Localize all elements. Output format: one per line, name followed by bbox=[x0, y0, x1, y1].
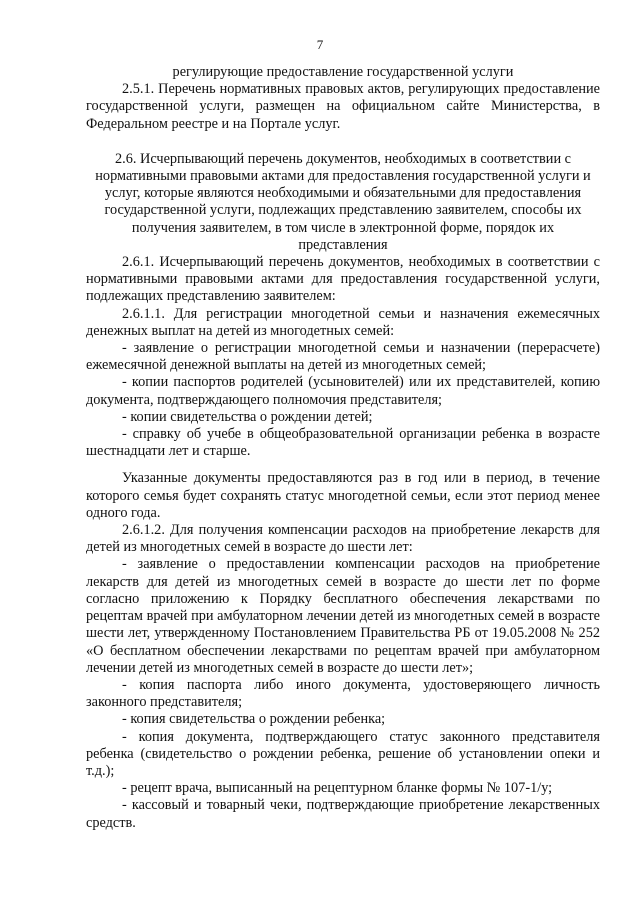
document-body bbox=[86, 64, 600, 832]
paragraph-note: Указанные документы предоставляются раз в год или в период, в течение которого семья будет сохранять статус многодетной семьи, если этот период менее одного года. bbox=[86, 470, 600, 521]
list-item: - копия паспорта либо иного документа, удостоверяющего личность законного представителя; bbox=[86, 676, 600, 711]
paragraph-2-6-1-1: 2.6.1.1. Для регистрации многодетной семьи и назначения ежемесячных денежных выплат на детей из многодетных семей: bbox=[86, 305, 600, 339]
list-item: - копия документа, подтверждающего статус законного представителя ребенка (свидетельство о рождении ребенка, решение об установлении опеки и т.д.); bbox=[86, 728, 600, 779]
list-item: - копия свидетельства о рождении ребенка; bbox=[122, 711, 386, 728]
list-item: - рецепт врача, выписанный на рецептурном бланке формы № 107-1/у; bbox=[122, 780, 553, 797]
section-heading-continuation: регулирующие предоставление государственной услуги bbox=[172, 64, 514, 80]
list-item: - справку об учебе в общеобразовательной организации ребенка в возрасте шестнадцати лет и старше. bbox=[86, 426, 600, 460]
paragraph-2-6-1-2: 2.6.1.2. Для получения компенсации расходов на приобретение лекарств для детей из многодетных семей в возрасте до шести лет: bbox=[86, 522, 600, 556]
list-item: - кассовый и товарный чеки, подтверждающие приобретение лекарственных средств. bbox=[86, 797, 600, 831]
section-heading-2-6: 2.6. Исчерпывающий перечень документов, необходимых в соответствии с нормативными правовыми актами для предоставления государственной услуги и услуг, которые являются необходимыми и обязательными для предоставления государственной услуги, подлежащих представлению заявителем, способы их получения заявителем, в том числе в электронной форме, порядок их представления bbox=[95, 150, 591, 253]
paragraph-2-5-1: 2.5.1. Перечень нормативных правовых актов, регулирующих предоставление государственной услуги, размещен на официальном сайте Министерства, в Федеральном реестре и на Портале услуг. bbox=[86, 81, 600, 132]
list-item: - копии паспортов родителей (усыновителей) или их представителей, копию документа, подтверждающего полномочия представителя; bbox=[86, 374, 600, 408]
list-item: - копии свидетельства о рождении детей; bbox=[122, 408, 373, 425]
list-item: - заявление о регистрации многодетной семьи и назначении (перерасчете) ежемесячной денежной выплаты на детей из многодетных семей; bbox=[86, 340, 600, 374]
page-number: 7 bbox=[316, 37, 324, 52]
paragraph-2-6-1: 2.6.1. Исчерпывающий перечень документов, необходимых в соответствии с нормативными правовыми актами для предоставления государственной услуги, подлежащих представлению заявителем: bbox=[86, 254, 600, 305]
list-item: - заявление о предоставлении компенсации расходов на приобретение лекарств для детей из многодетных семей в возрасте до шести лет по форме согласно приложению к Порядку бесплатного обеспечения лекарствами по рецептам врачей при амбулаторном лечении детей из многодетных семей в возрасте шести лет, утвержденному Постановлением Правительства РБ от 19.05.2008 № 252 «О бесплатном обеспечении лекарствами по рецептам врачей при амбулаторном лечении детей из многодетных семей в возрасте до шести лет»; bbox=[86, 556, 600, 676]
